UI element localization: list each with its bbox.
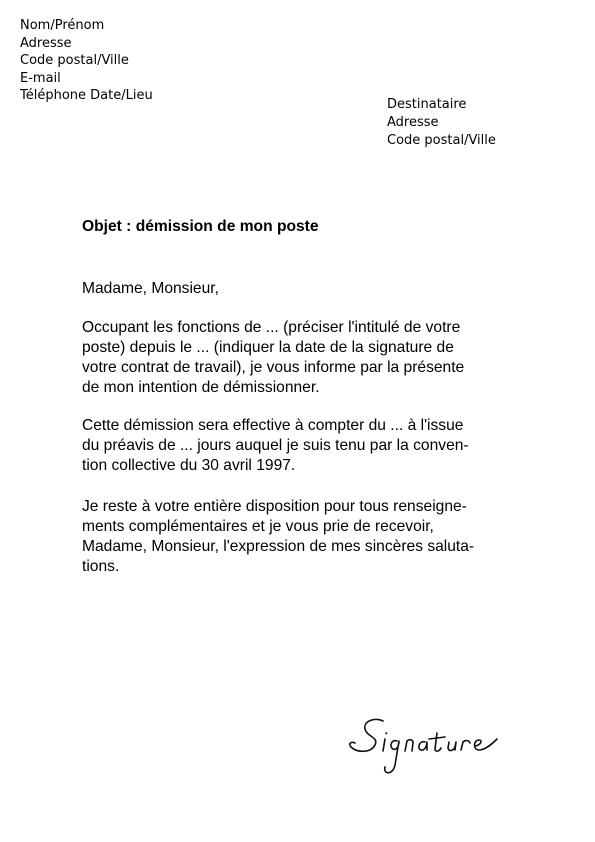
paragraph-line: Je reste à votre entière disposition pour tous renseigne- <box>82 498 467 515</box>
signature-drawing <box>345 715 505 781</box>
paragraph-line: Occupant les fonctions de ... (préciser l'intitulé de votre <box>82 319 461 336</box>
recipient-address: Adresse <box>387 115 439 130</box>
sender-postal-city: Code postal/Ville <box>20 53 129 68</box>
sender-block <box>20 17 153 105</box>
paragraph-line: tion collective du 30 avril 1997. <box>82 457 296 474</box>
signature-icon <box>345 715 505 781</box>
recipient-postal-city: Code postal/Ville <box>387 133 496 148</box>
letter-body <box>82 217 522 575</box>
recipient-name: Destinataire <box>387 97 467 112</box>
paragraph-line: Cette démission sera effective à compter du ... à l'issue <box>82 417 464 434</box>
letter-subject: Objet : démission de mon poste <box>82 218 319 235</box>
paragraph-2 <box>82 416 469 476</box>
paragraph-line: de mon intention de démissionner. <box>82 379 320 396</box>
letter-salutation: Madame, Monsieur, <box>82 280 219 297</box>
paragraph-3 <box>82 497 474 577</box>
sender-name: Nom/Prénom <box>20 18 105 33</box>
sender-phone-date-place: Téléphone Date/Lieu <box>20 88 153 103</box>
paragraph-1 <box>82 318 464 398</box>
sender-email: E-mail <box>20 70 61 86</box>
sender-address: Adresse <box>20 35 72 51</box>
paragraph-line: ments complémentaires et je vous prie de recevoir, <box>82 518 434 535</box>
paragraph-line: Madame, Monsieur, l'expression de mes sincères saluta- <box>82 538 475 555</box>
recipient-block <box>387 96 496 150</box>
paragraph-line: poste) depuis le ... (indiquer la date de la signature de <box>82 339 454 356</box>
paragraph-line: du préavis de ... jours auquel je suis tenu par la conven- <box>82 437 469 454</box>
paragraph-line: tions. <box>82 558 120 575</box>
paragraph-line: votre contrat de travail), je vous informe par la présente <box>82 359 465 376</box>
